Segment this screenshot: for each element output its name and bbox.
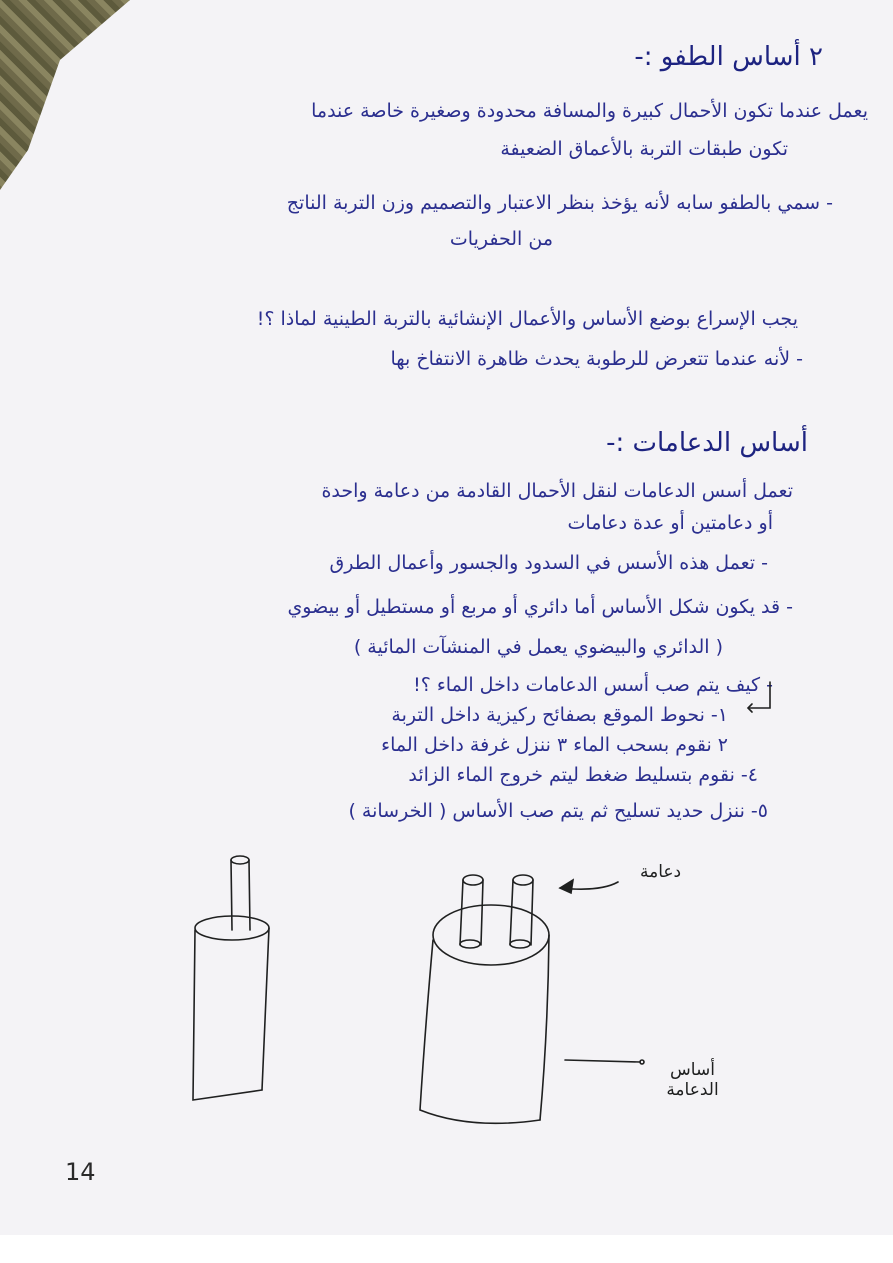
text-line: من الحفريات (449, 228, 553, 250)
text-line: - سمي بالطفو سابه لأنه يؤخذ بنظر الاعتبار والتصميم وزن التربة الناتج (286, 192, 833, 214)
heading-pier-foundation: أساس الدعامات :- (606, 428, 808, 458)
text-line: - قد يكون شكل الأساس أما دائري أو مربع أو مستطيل أو بيضوي (287, 596, 793, 618)
label-pier: دعامة (640, 862, 682, 882)
single-pier-sketch (193, 856, 269, 1100)
text-line: تكون طبقات التربة بالأعماق الضعيفة (500, 138, 788, 160)
text-line: ٢ نقوم بسحب الماء ٣ ننزل غرفة داخل الماء (381, 734, 728, 756)
text-line: ( الدائري والبيضوي يعمل في المنشآت المائية ) (353, 636, 723, 658)
text-line: ٤- نقوم بتسليط ضغط ليتم خروج الماء الزائد (408, 764, 758, 786)
label-pier-base: أساس الدعامة (666, 1060, 719, 1101)
text-line: يجب الإسراع بوضع الأساس والأعمال الإنشائية بالتربة الطينية لماذا ؟! (256, 308, 798, 330)
double-pier-sketch (420, 875, 549, 1123)
text-line: تعمل أسس الدعامات لنقل الأحمال القادمة من دعامة واحدة (321, 480, 793, 502)
text-line: - تعمل هذه الأسس في السدود والجسور وأعمال الطرق (329, 552, 768, 574)
text-line: - كيف يتم صب أسس الدعامات داخل الماء ؟! (413, 674, 773, 696)
page-number: 14 (65, 1158, 96, 1186)
text-line: ٥- ننزل حديد تسليح ثم يتم صب الأساس ( الخرسانة ) (348, 800, 768, 822)
text-line: - لأنه عندما تتعرض للرطوبة يحدث ظاهرة الانتفاخ بها (390, 348, 803, 370)
text-line: ١- نحوط الموقع بصفائح ركيزية داخل التربة (391, 704, 728, 726)
text-line: أو دعامتين أو عدة دعامات (567, 512, 773, 534)
heading-float-foundation: ٢ أساس الطفو :- (634, 42, 823, 72)
text-line: يعمل عندما تكون الأحمال كبيرة والمسافة محدودة وصغيرة خاصة عندما (311, 100, 868, 122)
